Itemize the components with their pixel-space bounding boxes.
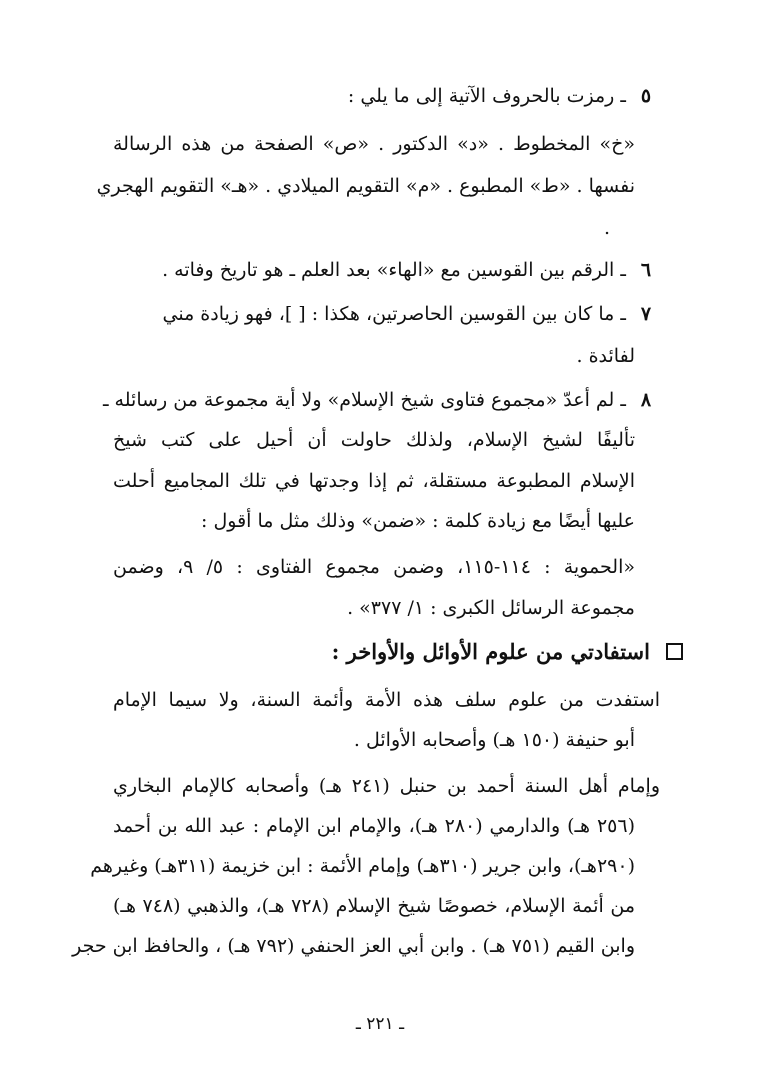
example-line-1: «الحموية : ١١٤-١١٥، وضمن مجموع الفتاوى : ٥/ ٩، وضمن xyxy=(113,556,635,578)
item-8-line-4: عليها أيضًا مع زيادة كلمة : «ضمن» وذلك مثل ما أقول : xyxy=(201,510,635,532)
item-8-number: ٨ xyxy=(640,389,652,411)
para1-line-2: أبو حنيفة (١٥٠ هـ) وأصحابه الأوائل . xyxy=(353,729,635,751)
section-heading: استفادتي من علوم الأوائل والأواخر : xyxy=(331,639,650,664)
item-5-number: ٥ xyxy=(640,85,652,107)
example-line-2: مجموعة الرسائل الكبرى : ١/ ٣٧٧» . xyxy=(347,597,635,619)
item-5-line-1: ٥ ـ رمزت بالحروف الآتية إلى ما يلي : xyxy=(330,82,660,112)
abbreviation-line-2: نفسها . «ط» المطبوع . «م» التقويم الميلادي . «هـ» التقويم الهجري xyxy=(96,175,635,197)
item-8-line-3: الإسلام المطبوعة مستقلة، ثم إذا وجدتها في تلك المجاميع أحلت xyxy=(113,470,635,492)
item-8-line-2: تأليفًا لشيخ الإسلام، ولذلك حاولت أن أحيل على كتب شيخ xyxy=(113,429,635,451)
abbreviation-line-1: «خ» المخطوط . «د» الدكتور . «ص» الصفحة من هذه الرسالة xyxy=(113,133,635,155)
page-number: ـ ٢٢١ ـ xyxy=(355,1014,405,1034)
item-6-line-1: ٦ ـ الرقم بين القوسين مع «الهاء» بعد العلم ـ هو تاريخ وفاته . xyxy=(180,256,660,286)
para2-line-4: من أئمة الإسلام، خصوصًا شيخ الإسلام (٧٢٨ هـ)، والذهبي (٧٤٨ هـ) xyxy=(113,895,635,917)
item-7-line-1: ٧ ـ ما كان بين القوسين الحاصرتين، هكذا : [ ]، فهو زيادة مني xyxy=(113,300,660,330)
para1-line-1: استفدت من علوم سلف هذه الأمة وأئمة السنة، ولا سيما الإمام xyxy=(113,689,660,711)
item-6-number: ٦ xyxy=(640,259,652,281)
item-8-line-1: ٨ ـ لم أعدّ «مجموع فتاوى شيخ الإسلام» ولا أية مجموعة من رسائله ـ xyxy=(113,386,660,416)
item-7-line-2: لفائدة . xyxy=(576,345,635,367)
item-7-number: ٧ xyxy=(640,303,652,325)
para2-line-3: (٢٩٠هـ)، وابن جرير (٣١٠هـ) وإمام الأئمة : ابن خزيمة (٣١١هـ) وغيرهم xyxy=(90,855,635,877)
heading-checkbox-icon xyxy=(666,643,683,660)
para2-line-2: (٢٥٦ هـ) والدارمي (٢٨٠ هـ)، والإمام ابن الإمام : عبد الله بن أحمد xyxy=(113,815,635,837)
para2-line-5: وابن القيم (٧٥١ هـ) . وابن أبي العز الحنفي (٧٩٢ هـ) ، والحافظ ابن حجر xyxy=(72,935,635,957)
para2-line-1: وإمام أهل السنة أحمد بن حنبل (٢٤١ هـ) وأصحابه كالإمام البخاري xyxy=(113,775,660,797)
abbreviation-line-3: . xyxy=(603,217,610,239)
